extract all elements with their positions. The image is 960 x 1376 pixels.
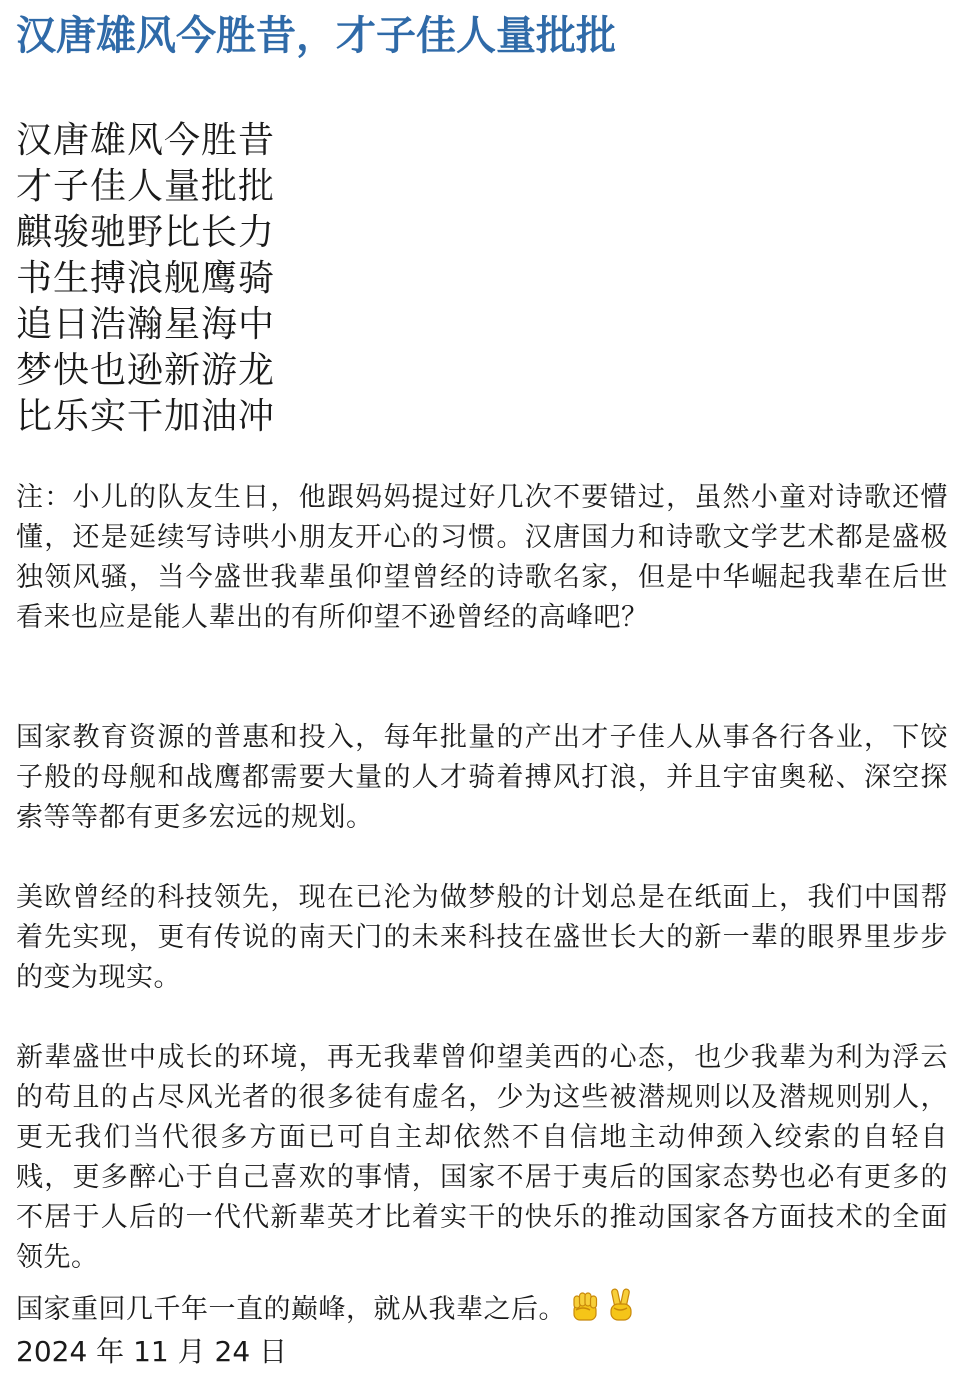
closing-line [16,1288,948,1330]
poem-line: 才子佳人量批批 [16,166,276,207]
date-year-unit: 年 [87,1335,134,1368]
poem-line: 比乐实干加油冲 [16,396,276,437]
raised-fist-icon [568,1288,602,1322]
poem [16,118,275,440]
poem-line: 麒骏驰野比长力 [16,212,276,253]
poem-line: 汉唐雄风今胜昔 [16,120,276,161]
poem-line: 追日浩瀚星海中 [16,304,276,345]
poem-line: 梦快也逊新游龙 [16,350,276,391]
poem-line: 书生搏浪舰鹰骑 [16,258,276,299]
body-paragraph: 美欧曾经的科技领先，现在已沦为做梦般的计划总是在纸面上，我们中国帮着先实现，更有传说的南天门的未来科技在盛世长大的新一辈的眼界里步步的变为现实。 [16,882,948,993]
body-paragraph: 新辈盛世中成长的环境，再无我辈曾仰望美西的心态，也少我辈为利为浮云的苟且的占尽风光者的很多徒有虚名，少为这些被潜规则以及潜规则别人，更无我们当代很多方面已可自主却依然不自信地主动伸颈入绞索的自轻自贱，更多醉心于自己喜欢的事情，国家不居于夷后的国家态势也必有更多的不居于人后的一代代新辈英才比着实干的快乐的推动国家各方面技术的全面领先。 [16,1042,948,1273]
page-title: 汉唐雄风今胜昔，才子佳人量批批 [16,13,616,59]
date-month: 11 [133,1335,169,1368]
date-year: 2024 [16,1335,88,1368]
date-month-unit: 月 [168,1335,215,1368]
victory-hand-icon [604,1288,638,1322]
body-paragraph: 国家教育资源的普惠和投入，每年批量的产出才子佳人从事各行各业，下饺子般的母舰和战鹰都需要大量的人才骑着搏风打浪，并且宇宙奥秘、深空探索等等都有更多宏远的规划。 [16,722,948,833]
note-paragraph: 注：小儿的队友生日，他跟妈妈提过好几次不要错过，虽然小童对诗歌还懵懂，还是延续写诗哄小朋友开心的习惯。汉唐国力和诗歌文学艺术都是盛极独领风骚，当今盛世我辈虽仰望曾经的诗歌名家，但是中华崛起我辈在后世看来也应是能人辈出的有所仰望不逊曾经的高峰吧？ [16,482,948,633]
closing-text: 国家重回几千年一直的巅峰，就从我辈之后。 [16,1294,566,1325]
date-day: 24 [214,1335,251,1368]
date [16,1332,287,1372]
date-day-unit: 日 [250,1335,288,1368]
